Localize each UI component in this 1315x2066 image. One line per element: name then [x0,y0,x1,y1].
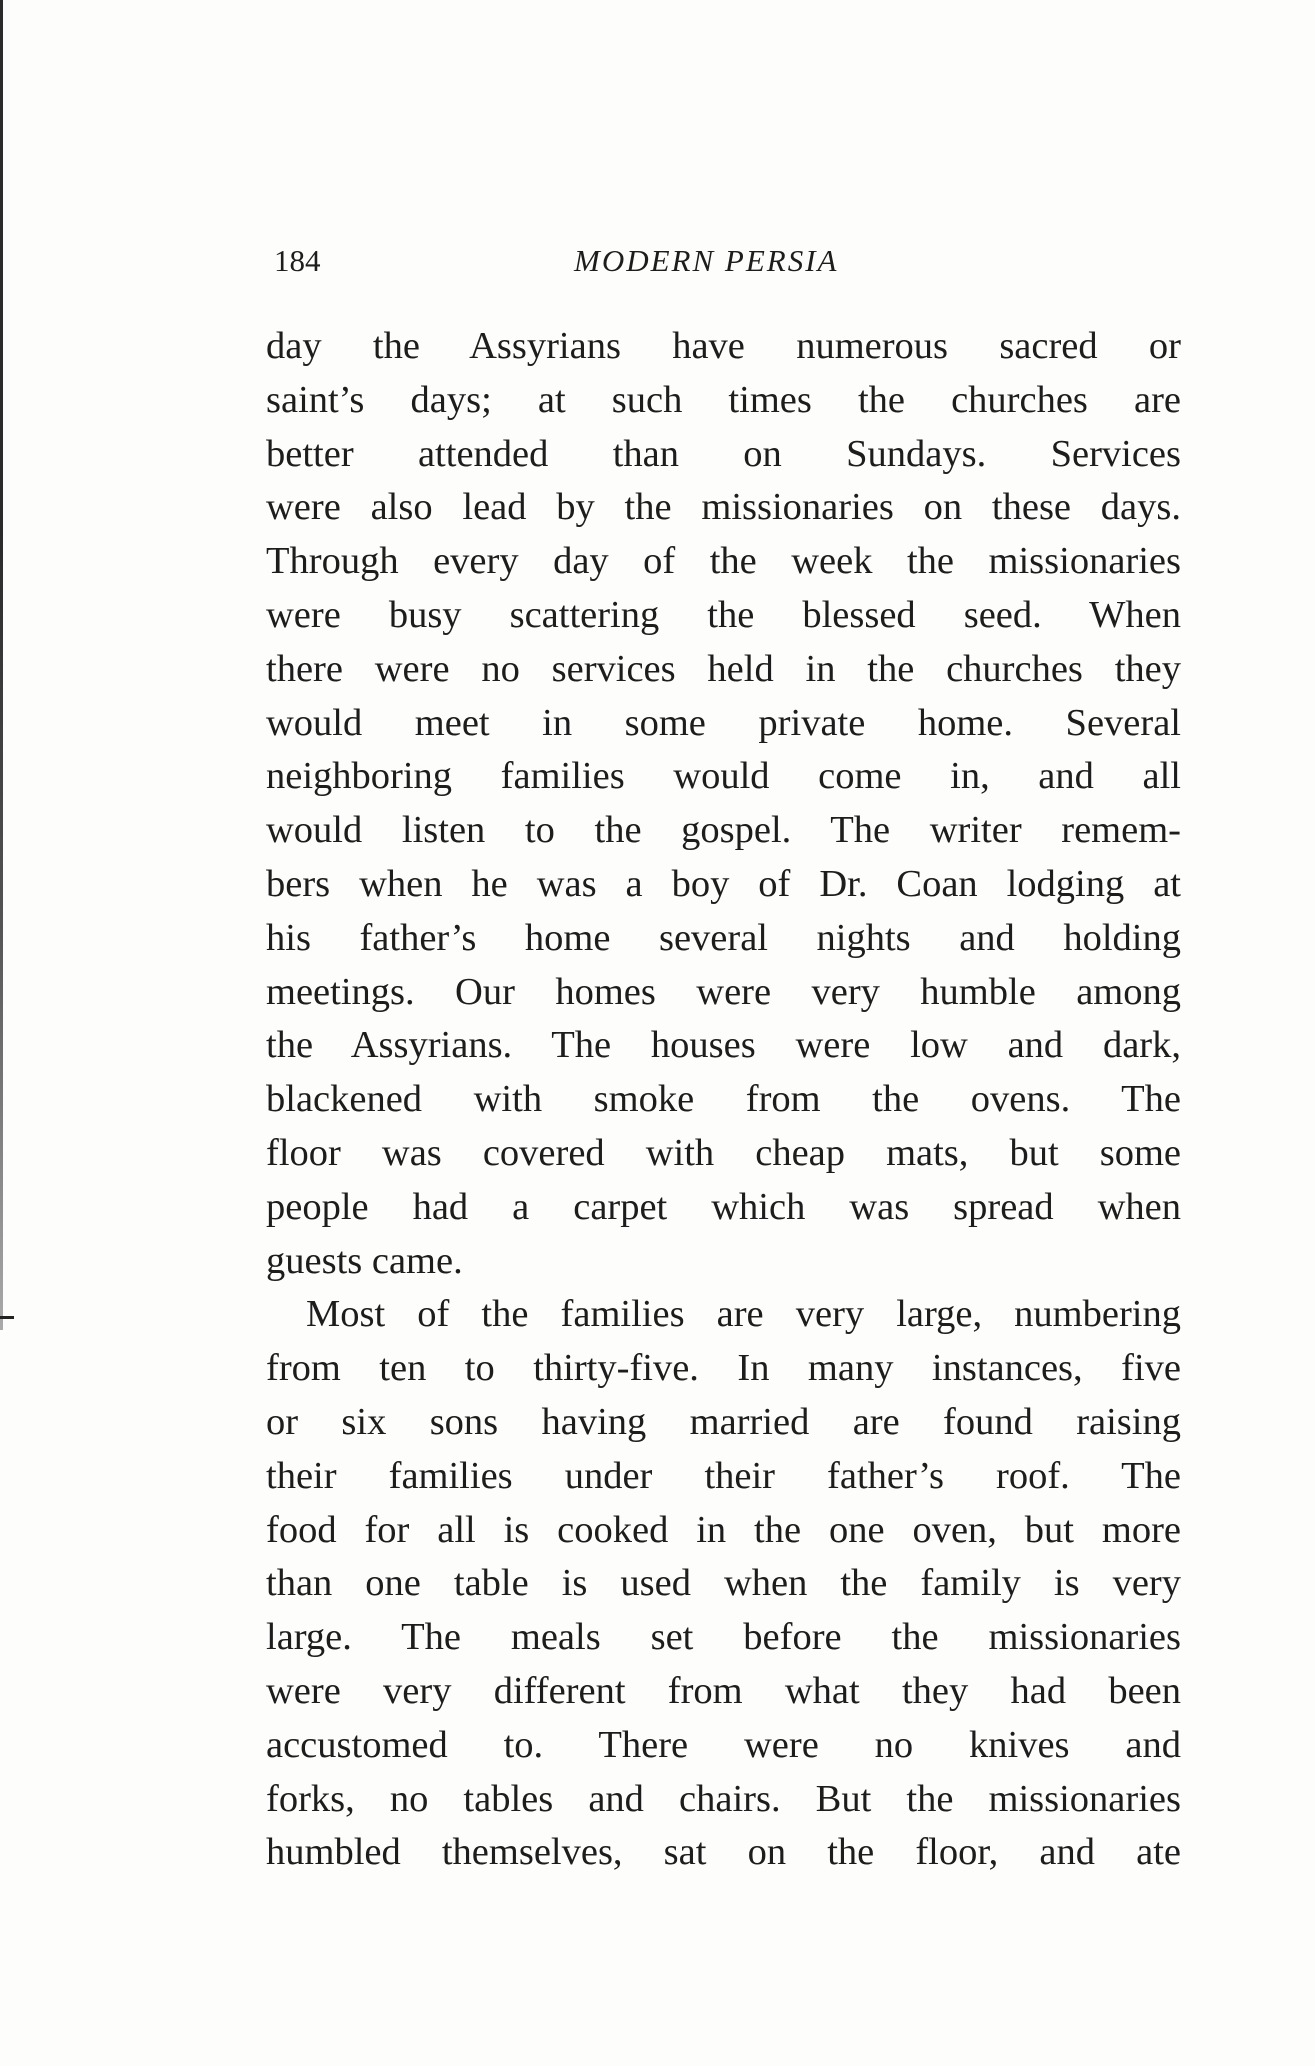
text-line: his father’s home several nights and holding [266,916,1181,959]
text-line: day the Assyrians have numerous sacred or [266,325,1181,367]
running-head: MODERN PERSIA [574,243,839,278]
text-line: would listen to the gospel. The writer remem- [266,809,1181,852]
text-line: Most of the families are very large, numbering [306,1293,1181,1336]
text-line: or six sons having married are found raising [266,1400,1181,1443]
page-header [274,243,1174,283]
text-line: saint’s days; at such times the churches are [266,378,1181,421]
text-line: the Assyrians. The houses were low and dark, [266,1024,1181,1067]
text-line: food for all is cooked in the one oven, but more [266,1508,1181,1551]
text-line: neighboring families would come in, and all [266,755,1181,798]
text-line: were very different from what they had been [266,1669,1181,1712]
text-line: better attended than on Sundays. Services [266,432,1181,475]
text-line: floor was covered with cheap mats, but some [266,1131,1181,1174]
text-line: blackened with smoke from the ovens. The [266,1078,1181,1121]
paragraph-2 [266,1288,1181,1880]
text-line: bers when he was a boy of Dr. Coan lodging at [266,862,1181,905]
page-number: 184 [274,243,321,278]
text-line: from ten to thirty-five. In many instances, five [266,1347,1181,1390]
text-line: meetings. Our homes were very humble among [266,970,1181,1013]
paragraph-1 [266,320,1181,1288]
text-line: would meet in some private home. Several [266,701,1181,744]
text-line: large. The meals set before the missionaries [266,1616,1181,1659]
text-line: were busy scattering the blessed seed. When [266,593,1181,636]
text-line: humbled themselves, sat on the floor, and ate [266,1831,1181,1874]
page-edge-mark [0,1316,14,1319]
page-binding-edge [0,0,3,1330]
text-line: forks, no tables and chairs. But the missionaries [266,1777,1181,1820]
text-line: were also lead by the missionaries on these days. [266,486,1181,529]
text-line: people had a carpet which was spread when [266,1185,1181,1228]
text-line: Through every day of the week the missionaries [266,540,1181,583]
text-line: guests came. [266,1239,463,1282]
body-text [266,320,1181,1880]
text-line: than one table is used when the family is very [266,1562,1181,1605]
text-line: there were no services held in the churches they [266,647,1181,690]
text-line: accustomed to. There were no knives and [266,1723,1181,1766]
text-line: their families under their father’s roof. The [266,1454,1181,1497]
